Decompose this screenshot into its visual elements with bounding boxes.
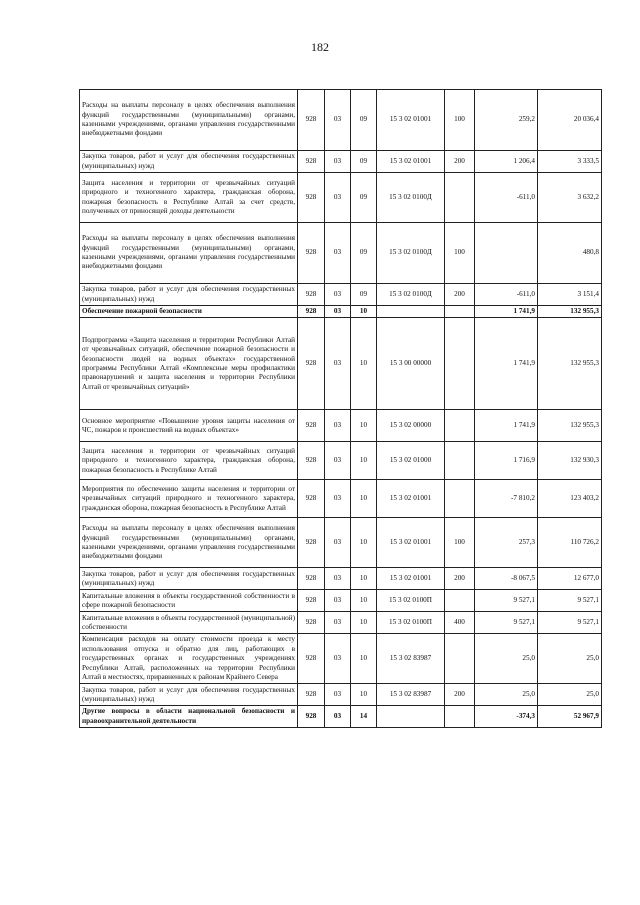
cell-target: 15 3 02 01001 xyxy=(377,151,445,173)
cell-target: 15 3 02 01001 xyxy=(377,518,445,568)
table-row xyxy=(80,173,602,223)
cell-subsection: 09 xyxy=(351,151,377,173)
cell-ministry: 928 xyxy=(298,442,325,480)
cell-expense-type xyxy=(445,318,475,410)
cell-subsection: 09 xyxy=(351,223,377,284)
cell-change: 9 527,1 xyxy=(475,612,538,634)
cell-subsection: 10 xyxy=(351,318,377,410)
cell-ministry: 928 xyxy=(298,284,325,306)
cell-ministry: 928 xyxy=(298,518,325,568)
table-row xyxy=(80,90,602,151)
cell-change: 1 206,4 xyxy=(475,151,538,173)
cell-total: 110 726,2 xyxy=(538,518,602,568)
cell-target: 15 3 02 01001 xyxy=(377,90,445,151)
cell-name: Расходы на выплаты персоналу в целях обеспечения выполнения функций государственными (муниципальными) органами, казенными учреждениями, органами управления государственными внебюджетными фондами xyxy=(80,90,298,151)
cell-section: 03 xyxy=(325,634,351,684)
table-row xyxy=(80,223,602,284)
table-row xyxy=(80,706,602,728)
cell-ministry: 928 xyxy=(298,634,325,684)
cell-total: 25,0 xyxy=(538,684,602,706)
cell-section: 03 xyxy=(325,306,351,318)
page-number: 182 xyxy=(311,40,329,54)
table-body xyxy=(80,90,602,728)
cell-total: 25,0 xyxy=(538,634,602,684)
cell-change: 1 741,9 xyxy=(475,410,538,442)
cell-change: -611,0 xyxy=(475,284,538,306)
cell-expense-type xyxy=(445,173,475,223)
cell-expense-type: 200 xyxy=(445,284,475,306)
table-row xyxy=(80,410,602,442)
table-row xyxy=(80,306,602,318)
cell-expense-type: 100 xyxy=(445,223,475,284)
cell-change: -8 067,5 xyxy=(475,568,538,590)
cell-subsection: 10 xyxy=(351,568,377,590)
cell-ministry: 928 xyxy=(298,612,325,634)
cell-subsection: 10 xyxy=(351,410,377,442)
cell-ministry: 928 xyxy=(298,151,325,173)
cell-expense-type: 400 xyxy=(445,612,475,634)
cell-subsection: 10 xyxy=(351,590,377,612)
table-row xyxy=(80,634,602,684)
cell-target: 15 3 02 83987 xyxy=(377,684,445,706)
table-row xyxy=(80,684,602,706)
cell-change: -7 810,2 xyxy=(475,480,538,518)
cell-name: Основное мероприятие «Повышение уровня защиты населения от ЧС, пожаров и происшествий на водных объектах» xyxy=(80,410,298,442)
cell-name: Обеспечение пожарной безопасности xyxy=(80,306,298,318)
cell-name: Защита населения и территории от чрезвычайных ситуаций природного и техногенного характера, гражданская оборона, пожарная безопасность в Республике Алтай за счет средств, полученных от приносящей доходы деятельности xyxy=(80,173,298,223)
cell-section: 03 xyxy=(325,410,351,442)
cell-subsection: 10 xyxy=(351,684,377,706)
cell-target: 15 3 02 00000 xyxy=(377,410,445,442)
budget-table xyxy=(79,89,602,728)
cell-section: 03 xyxy=(325,284,351,306)
cell-name: Защита населения и территории от чрезвычайных ситуаций природного и техногенного характера, гражданская оборона, пожарная безопасность в Республике Алтай xyxy=(80,442,298,480)
cell-ministry: 928 xyxy=(298,318,325,410)
table-row xyxy=(80,612,602,634)
cell-change xyxy=(475,223,538,284)
cell-name: Мероприятия по обеспечению защиты населения и территории от чрезвычайных ситуаций природного и техногенного характера, гражданская оборона, пожарная безопасность в Республике Алтай xyxy=(80,480,298,518)
cell-ministry: 928 xyxy=(298,480,325,518)
cell-subsection: 09 xyxy=(351,284,377,306)
cell-expense-type xyxy=(445,306,475,318)
cell-subsection: 10 xyxy=(351,480,377,518)
cell-target xyxy=(377,306,445,318)
table-row xyxy=(80,480,602,518)
cell-subsection: 10 xyxy=(351,518,377,568)
cell-expense-type xyxy=(445,706,475,728)
cell-section: 03 xyxy=(325,684,351,706)
cell-ministry: 928 xyxy=(298,306,325,318)
cell-total: 20 036,4 xyxy=(538,90,602,151)
cell-section: 03 xyxy=(325,442,351,480)
cell-total: 9 527,1 xyxy=(538,590,602,612)
table-row xyxy=(80,568,602,590)
cell-ministry: 928 xyxy=(298,684,325,706)
cell-expense-type xyxy=(445,480,475,518)
cell-total: 52 967,9 xyxy=(538,706,602,728)
cell-change: 257,3 xyxy=(475,518,538,568)
cell-change: 259,2 xyxy=(475,90,538,151)
cell-ministry: 928 xyxy=(298,173,325,223)
cell-change: 9 527,1 xyxy=(475,590,538,612)
cell-subsection: 10 xyxy=(351,612,377,634)
cell-section: 03 xyxy=(325,90,351,151)
cell-total: 132 955,3 xyxy=(538,306,602,318)
cell-total: 132 930,3 xyxy=(538,442,602,480)
cell-name: Закупка товаров, работ и услуг для обеспечения государственных (муниципальных) нужд xyxy=(80,568,298,590)
cell-section: 03 xyxy=(325,480,351,518)
cell-target: 15 3 02 01001 xyxy=(377,480,445,518)
cell-total: 123 403,2 xyxy=(538,480,602,518)
cell-change: 1 741,9 xyxy=(475,306,538,318)
cell-target: 15 3 02 0100Д xyxy=(377,223,445,284)
table-row xyxy=(80,318,602,410)
cell-section: 03 xyxy=(325,706,351,728)
cell-name: Капитальные вложения в объекты государственной собственности в сфере пожарной безопасности xyxy=(80,590,298,612)
cell-section: 03 xyxy=(325,518,351,568)
cell-target: 15 3 02 0100П xyxy=(377,612,445,634)
cell-ministry: 928 xyxy=(298,223,325,284)
cell-expense-type xyxy=(445,410,475,442)
cell-expense-type xyxy=(445,634,475,684)
cell-ministry: 928 xyxy=(298,706,325,728)
cell-section: 03 xyxy=(325,612,351,634)
cell-name: Закупка товаров, работ и услуг для обеспечения государственных (муниципальных) нужд xyxy=(80,151,298,173)
cell-target: 15 3 02 0100П xyxy=(377,590,445,612)
cell-name: Закупка товаров, работ и услуг для обеспечения государственных (муниципальных) нужд xyxy=(80,284,298,306)
cell-expense-type: 200 xyxy=(445,151,475,173)
cell-total: 3 151,4 xyxy=(538,284,602,306)
cell-target: 15 3 02 0100Д xyxy=(377,173,445,223)
cell-name: Другие вопросы в области национальной безопасности и правоохранительной деятельности xyxy=(80,706,298,728)
cell-target: 15 3 02 0100Д xyxy=(377,284,445,306)
cell-expense-type xyxy=(445,590,475,612)
cell-target: 15 3 02 01001 xyxy=(377,568,445,590)
cell-section: 03 xyxy=(325,568,351,590)
cell-subsection: 09 xyxy=(351,173,377,223)
cell-ministry: 928 xyxy=(298,568,325,590)
cell-change: 25,0 xyxy=(475,634,538,684)
cell-total: 480,8 xyxy=(538,223,602,284)
cell-section: 03 xyxy=(325,173,351,223)
cell-subsection: 09 xyxy=(351,90,377,151)
table-row xyxy=(80,518,602,568)
cell-change: -611,0 xyxy=(475,173,538,223)
cell-total: 3 333,5 xyxy=(538,151,602,173)
cell-subsection: 14 xyxy=(351,706,377,728)
cell-target: 15 3 02 83987 xyxy=(377,634,445,684)
cell-section: 03 xyxy=(325,590,351,612)
cell-ministry: 928 xyxy=(298,410,325,442)
cell-target xyxy=(377,706,445,728)
cell-expense-type: 100 xyxy=(445,90,475,151)
table-row xyxy=(80,284,602,306)
cell-subsection: 10 xyxy=(351,306,377,318)
cell-subsection: 10 xyxy=(351,442,377,480)
cell-expense-type xyxy=(445,442,475,480)
cell-total: 12 677,0 xyxy=(538,568,602,590)
cell-target: 15 3 02 01000 xyxy=(377,442,445,480)
cell-name: Расходы на выплаты персоналу в целях обеспечения выполнения функций государственными (муниципальными) органами, казенными учреждениями, органами управления государственными внебюджетными фондами xyxy=(80,518,298,568)
cell-change: 1 716,9 xyxy=(475,442,538,480)
cell-change: -374,3 xyxy=(475,706,538,728)
cell-name: Подпрограмма «Защита населения и территории Республики Алтай от чрезвычайных ситуаций, обеспечение пожарной безопасности и безопасности людей на водных объектах» государственной программы Республики Алтай «Комплексные меры профилактики правонарушений и защита населения и территории Республики Алтай от чрезвычайных ситуаций» xyxy=(80,318,298,410)
table-row xyxy=(80,590,602,612)
cell-name: Расходы на выплаты персоналу в целях обеспечения выполнения функций государственными (муниципальными) органами, казенными учреждениями, органами управления государственными внебюджетными фондами xyxy=(80,223,298,284)
cell-section: 03 xyxy=(325,318,351,410)
cell-expense-type: 200 xyxy=(445,568,475,590)
cell-section: 03 xyxy=(325,151,351,173)
cell-total: 3 632,2 xyxy=(538,173,602,223)
cell-subsection: 10 xyxy=(351,634,377,684)
cell-total: 132 955,3 xyxy=(538,318,602,410)
cell-change: 1 741,9 xyxy=(475,318,538,410)
cell-ministry: 928 xyxy=(298,590,325,612)
cell-change: 25,0 xyxy=(475,684,538,706)
cell-name: Капитальные вложения в объекты государственной (муниципальной) собственности xyxy=(80,612,298,634)
cell-section: 03 xyxy=(325,223,351,284)
cell-expense-type: 100 xyxy=(445,518,475,568)
cell-target: 15 3 00 00000 xyxy=(377,318,445,410)
cell-name: Закупка товаров, работ и услуг для обеспечения государственных (муниципальных) нужд xyxy=(80,684,298,706)
table-row xyxy=(80,442,602,480)
cell-name: Компенсация расходов на оплату стоимости проезда к месту использования отпуска и обратно для лиц, работающих в государственных органах и государственных учреждениях Республики Алтай, расположенных на территории Республики Алтай в местностях, приравненных к районам Крайнего Севера xyxy=(80,634,298,684)
cell-total: 9 527,1 xyxy=(538,612,602,634)
table-row xyxy=(80,151,602,173)
cell-ministry: 928 xyxy=(298,90,325,151)
cell-expense-type: 200 xyxy=(445,684,475,706)
cell-total: 132 955,3 xyxy=(538,410,602,442)
